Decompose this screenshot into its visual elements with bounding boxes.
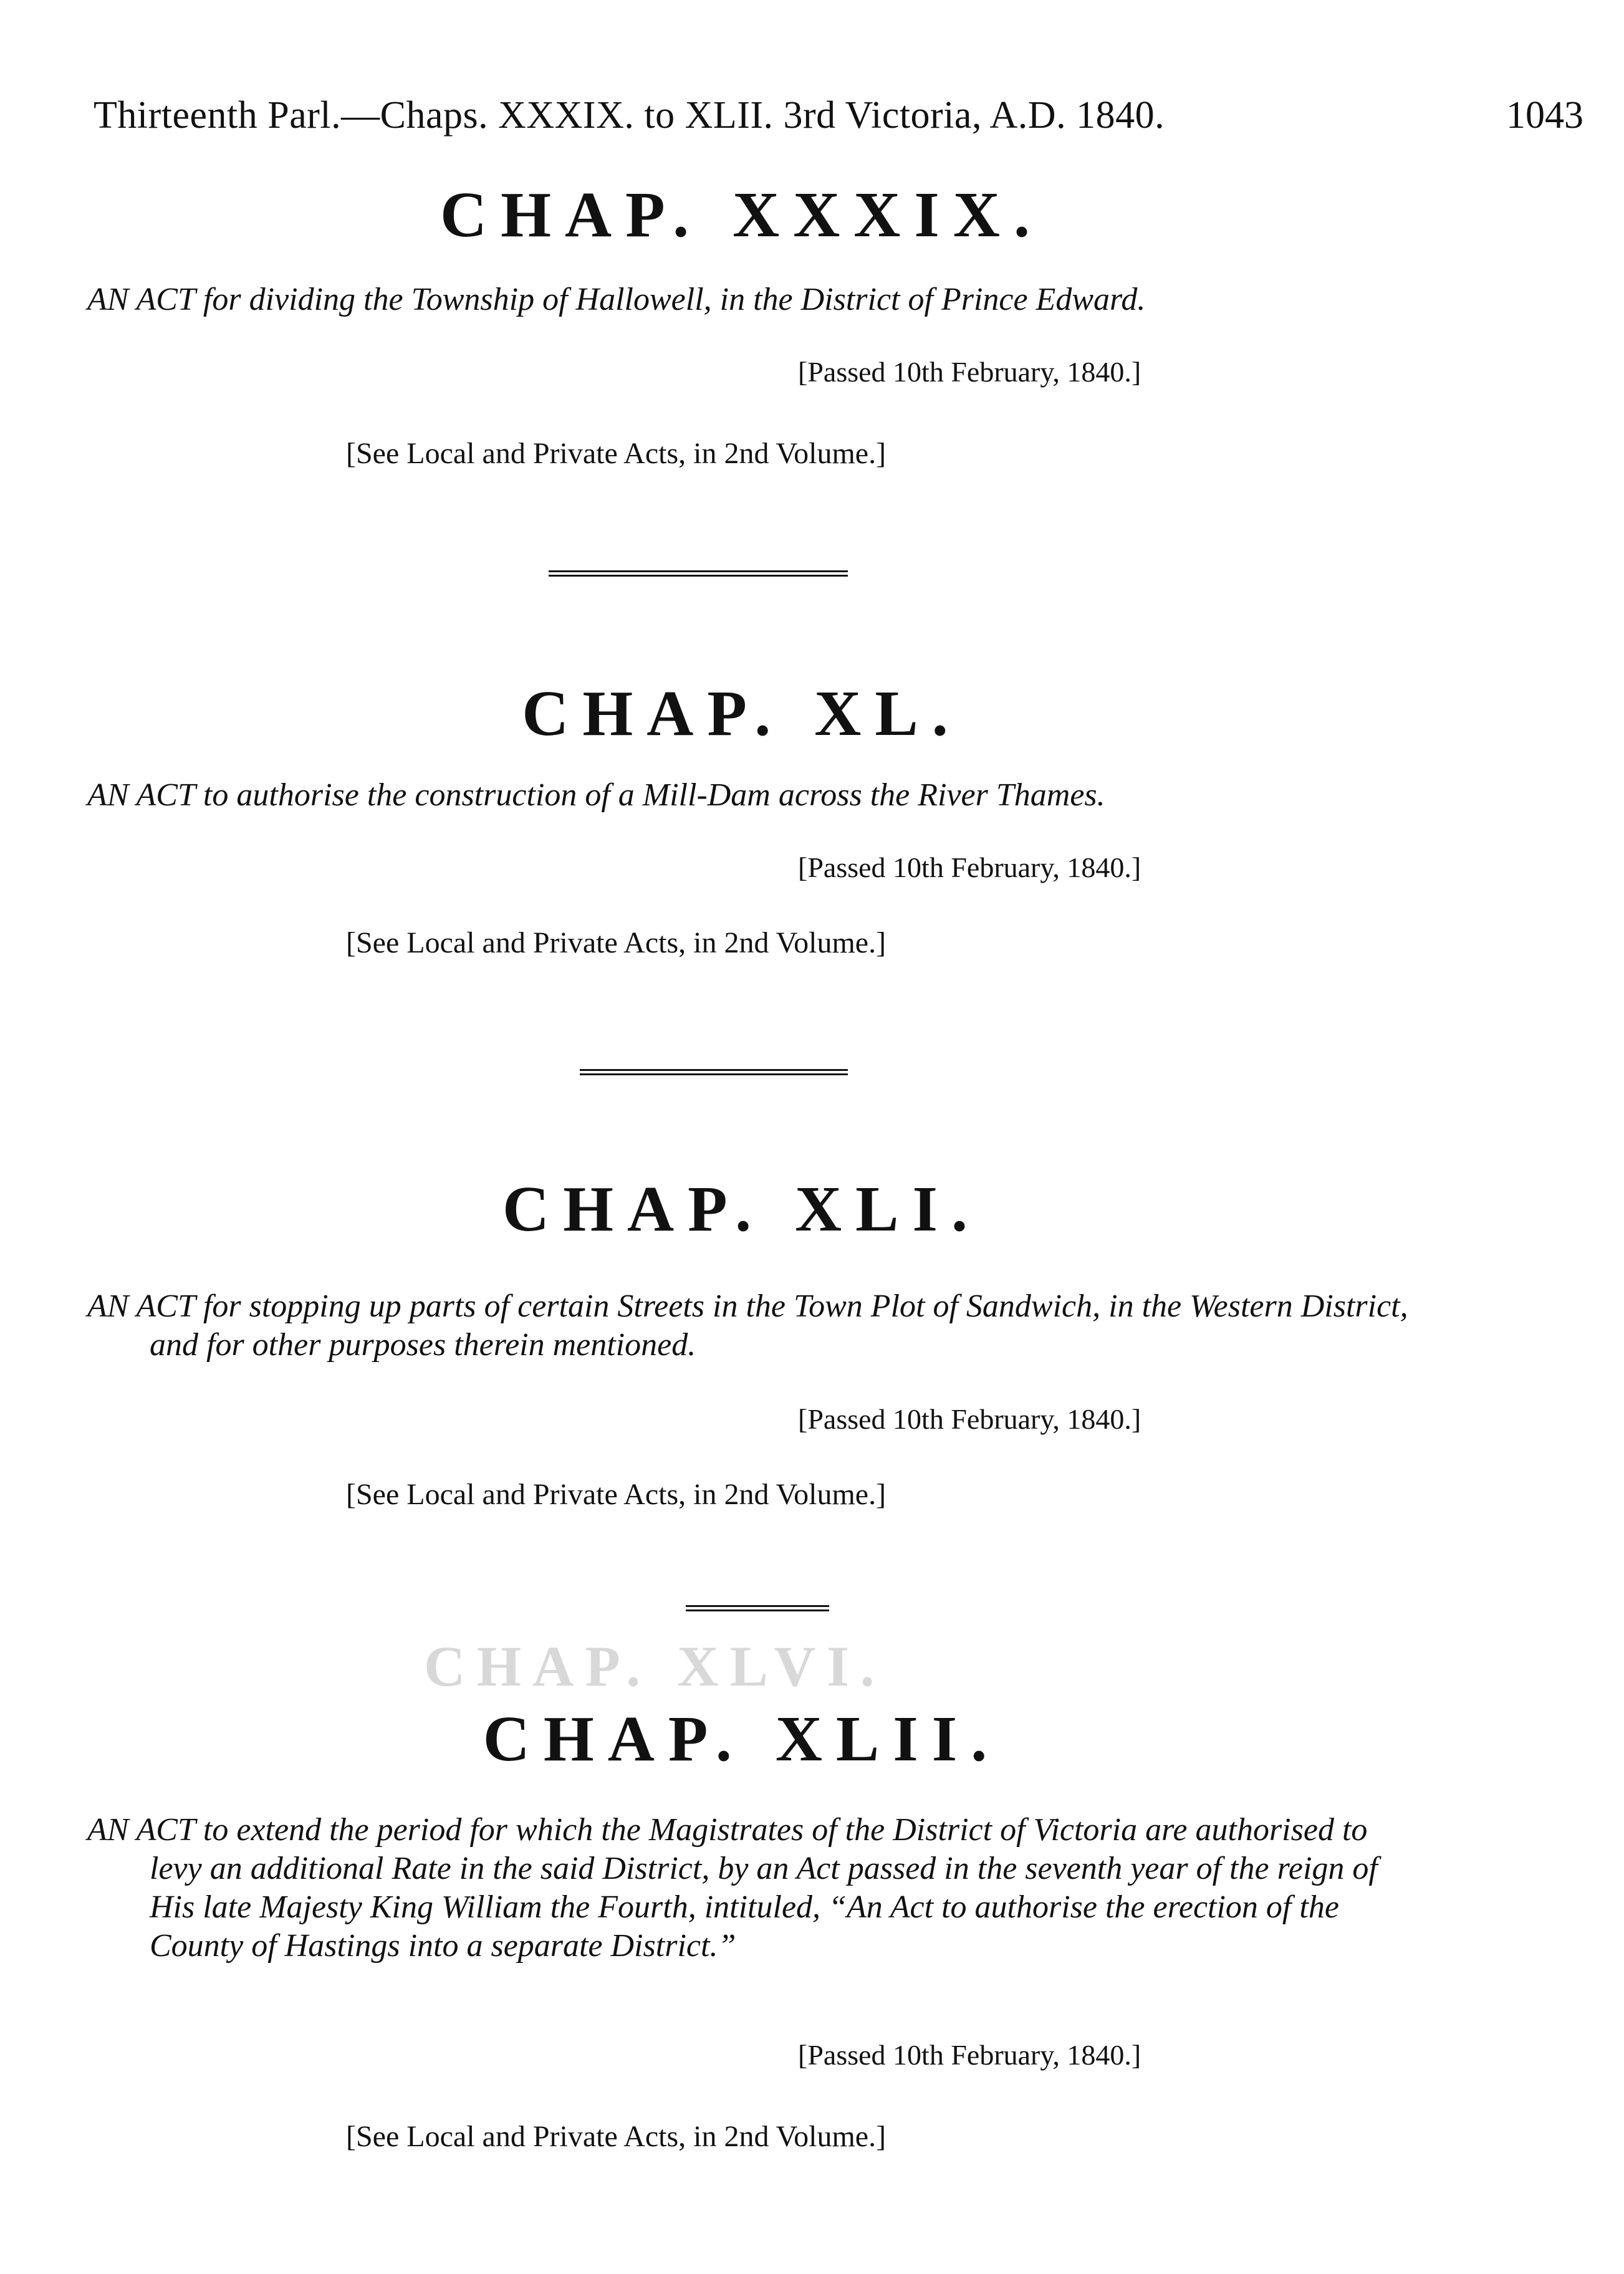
volume-reference-xlii: [See Local and Private Acts, in 2nd Volume.] — [346, 2120, 886, 2153]
running-head-title: Thirteenth Parl.—Chaps. XXXIX. to XLII. 3rd Victoria, A.D. 1840. — [94, 94, 1165, 137]
chapter-heading-xlii: CHAP. XLII. — [483, 1703, 1001, 1775]
running-head — [94, 94, 1583, 150]
passed-date-xxxix: [Passed 10th February, 1840.] — [798, 356, 1141, 388]
section-divider-2 — [580, 1069, 848, 1077]
passed-date-xli: [Passed 10th February, 1840.] — [798, 1403, 1141, 1435]
volume-reference-xli: [See Local and Private Acts, in 2nd Volume.] — [346, 1478, 886, 1511]
volume-reference-xxxix: [See Local and Private Acts, in 2nd Volume.] — [346, 437, 886, 470]
passed-date-xl: [Passed 10th February, 1840.] — [798, 852, 1141, 883]
act-title-xxxix: AN ACT for dividing the Township of Hallowell, in the District of Prince Edward. — [87, 282, 1146, 317]
section-divider-1 — [549, 570, 848, 578]
section-divider-3 — [686, 1605, 829, 1613]
act-title-xl: AN ACT to authorise the construction of a Mill-Dam across the River Thames. — [87, 777, 1105, 813]
chapter-heading-xl: CHAP. XL. — [522, 678, 962, 749]
page-number: 1043 — [1506, 94, 1583, 137]
passed-date-xlii: [Passed 10th February, 1840.] — [798, 2039, 1141, 2071]
act-title-xlii: AN ACT to extend the period for which the Magistrates of the District of Victoria are authorised to levy an additional Rate in the said District, by an Act passed in the seventh year of the reign of His late Majesty King William the Fourth, intituled, “An Act to authorise the erection of the County of Hastings into a separate District.” — [87, 1812, 1378, 1964]
act-title-xli: AN ACT for stopping up parts of certain Streets in the Town Plot of Sandwich, in the Western District, and for other purposes therein mentioned. — [87, 1288, 1408, 1363]
chapter-heading-xli: CHAP. XLI. — [502, 1173, 982, 1245]
chapter-heading-xxxix: CHAP. XXXIX. — [440, 179, 1044, 251]
volume-reference-xl: [See Local and Private Acts, in 2nd Volume.] — [346, 926, 886, 959]
bleed-through-heading: CHAP. XLVI. — [424, 1634, 886, 1698]
